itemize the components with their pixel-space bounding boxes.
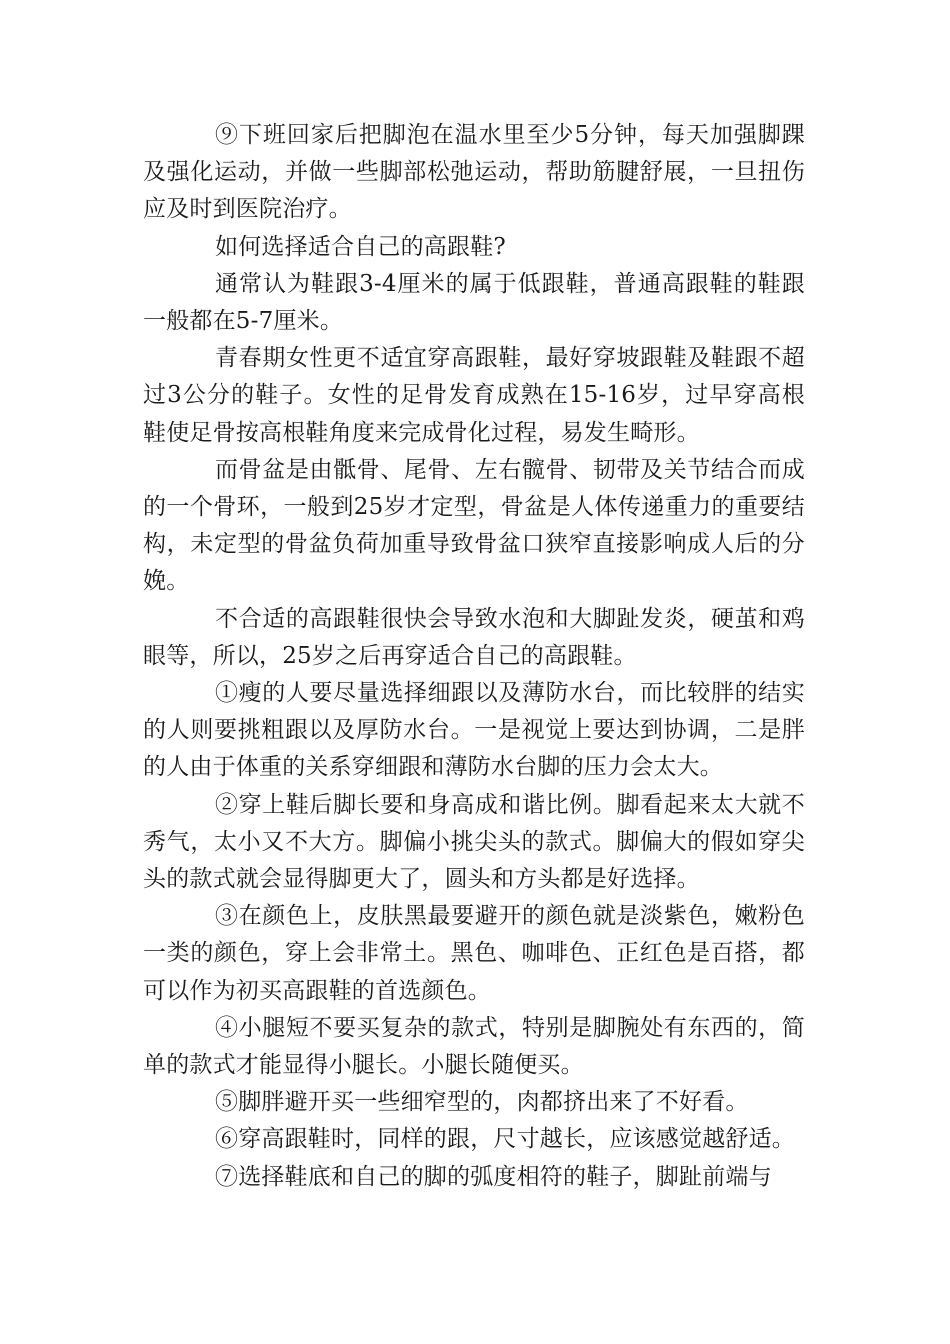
paragraph-unsuitable-heels: 不合适的高跟鞋很快会导致水泡和大脚趾发炎，硬茧和鸡眼等，所以，25岁之后再穿适合自己的高跟鞋。	[143, 605, 805, 669]
section-heading: 如何选择适合自己的高跟鞋?	[215, 233, 506, 260]
paragraph-tip-3: ③在颜色上，皮肤黑最要避开的颜色就是淡紫色，嫩粉色一类的颜色，穿上会非常土。黑色、咖啡色、正红色是百搭，都可以作为初买高跟鞋的首选颜色。	[143, 903, 805, 1004]
paragraph-tip-9: ⑨下班回家后把脚泡在温水里至少5分钟，每天加强脚踝及强化运动，并做一些脚部松弛运动，帮助筋腱舒展，一旦扭伤应及时到医院治疗。	[143, 122, 805, 223]
paragraph-heel-height: 通常认为鞋跟3-4厘米的属于低跟鞋，普通高跟鞋的鞋跟一般都在5-7厘米。	[143, 270, 805, 335]
paragraph-pelvis: 而骨盆是由骶骨、尾骨、左右髋骨、韧带及关节结合而成的一个骨环，一般到25岁才定型，骨盆是人体传递重力的重要结构，未定型的骨盆负荷加重导致骨盆口狭窄直接影响成人后的分娩。	[143, 456, 805, 595]
document-body	[143, 117, 805, 1196]
paragraph-tip-4: ④小腿短不要买复杂的款式，特别是脚腕处有东西的，简单的款式才能显得小腿长。小腿长随便买。	[143, 1014, 805, 1079]
paragraph-tip-7: ⑦选择鞋底和自己的脚的弧度相符的鞋子，脚趾前端与	[215, 1163, 772, 1190]
paragraph-tip-6: ⑥穿高跟鞋时，同样的跟，尺寸越长，应该感觉越舒适。	[215, 1126, 795, 1153]
paragraph-tip-2: ②穿上鞋后脚长要和身高成和谐比例。脚看起来太大就不秀气，太小又不大方。脚偏小挑尖头的款式。脚偏大的假如穿尖头的款式就会显得脚更大了，圆头和方头都是好选择。	[143, 791, 805, 893]
paragraph-adolescence: 青春期女性更不适宜穿高跟鞋，最好穿坡跟鞋及鞋跟不超过3公分的鞋子。女性的足骨发育成熟在15-16岁，过早穿高根鞋使足骨按高根鞋角度来完成骨化过程，易发生畸形。	[143, 345, 805, 446]
paragraph-tip-5: ⑤脚胖避开买一些细窄型的，肉都挤出来了不好看。	[215, 1089, 749, 1116]
paragraph-tip-1: ①瘦的人要尽量选择细跟以及薄防水台，而比较胖的结实的人则要挑粗跟以及厚防水台。一是视觉上要达到协调，二是胖的人由于体重的关系穿细跟和薄防水台脚的压力会太大。	[143, 680, 805, 781]
